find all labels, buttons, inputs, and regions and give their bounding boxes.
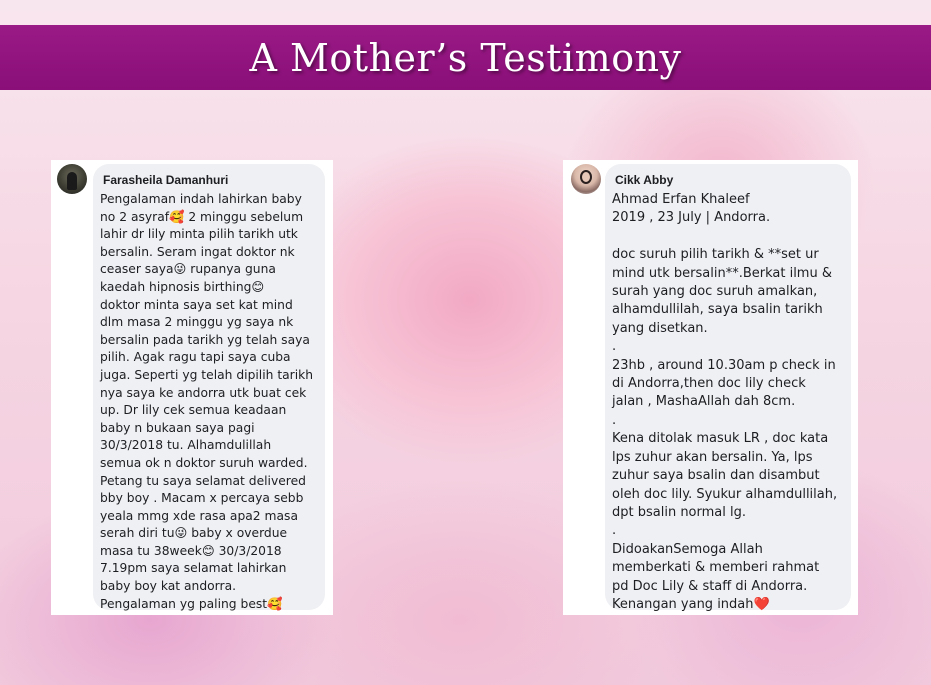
comment-author[interactable]: Cikk Abby bbox=[615, 173, 674, 187]
comment-bubble bbox=[93, 164, 325, 610]
profile-photo-icon bbox=[580, 170, 592, 184]
comment-author[interactable]: Farasheila Damanhuri bbox=[103, 173, 229, 187]
slide-title: A Mother’s Testimony bbox=[249, 35, 682, 80]
comment-text: Pengalaman indah lahirkan baby no 2 asyraf🥰 2 minggu sebelum lahir dr lily minta pilih tarikh utk bersalin. Seram ingat doktor nk ceaser saya😜 rupanya guna kaedah hipnosis birthing😊 doktor minta saya set kat mind dlm masa 2 minggu yg saya nk bersalin pada tarikh yg telah saya pilih. Agak ragu tapi saya cuba juga. Seperti yg telah dipilih tarikh nya saya ke andorra utk buat cek up. Dr lily cek semua keadaan baby n bukaan saya pagi 30/3/2018 tu. Alhamdulillah semua ok n doktor suruh warded. Petang tu saya selamat delivered bby boy . Macam x percaya sebb yeala mmg xde rasa apa2 masa serah diri tu😜 baby x overdue masa tu 38week😊 30/3/2018 7.19pm saya selamat lahirkan baby boy kat andorra. Pengalaman yg paling best🥰 bbox=[100, 192, 314, 611]
avatar bbox=[571, 164, 601, 194]
comment-text: Ahmad Erfan Khaleef 2019 , 23 July | Andorra. doc suruh pilih tarikh & **set ur mind utk bersalin**.Berkat ilmu & surah yang doc suruh amalkan, alhamdullilah, saya bsalin tarikh yang disetkan. . 23hb , around 10.30am p check in di Andorra,then doc lily check jalan , MashaAllah dah 8cm. . Kena ditolak masuk LR , doc kata lps zuhur akan bersalin. Ya, lps zuhur saya bsalin dan disambut oleh doc lily. Syukur alhamdullilah, dpt bsalin normal lg. . DidoakanSemoga Allah memberkati & memberi rahmat pd Doc Lily & staff di Andorra. Kenangan yang indah❤️ bbox=[612, 192, 838, 612]
avatar bbox=[57, 164, 87, 194]
title-banner bbox=[0, 25, 931, 90]
testimonial-card-left bbox=[51, 160, 333, 615]
testimonial-card-right bbox=[563, 160, 858, 615]
comment-bubble bbox=[605, 164, 851, 610]
profile-photo-icon bbox=[67, 172, 77, 190]
